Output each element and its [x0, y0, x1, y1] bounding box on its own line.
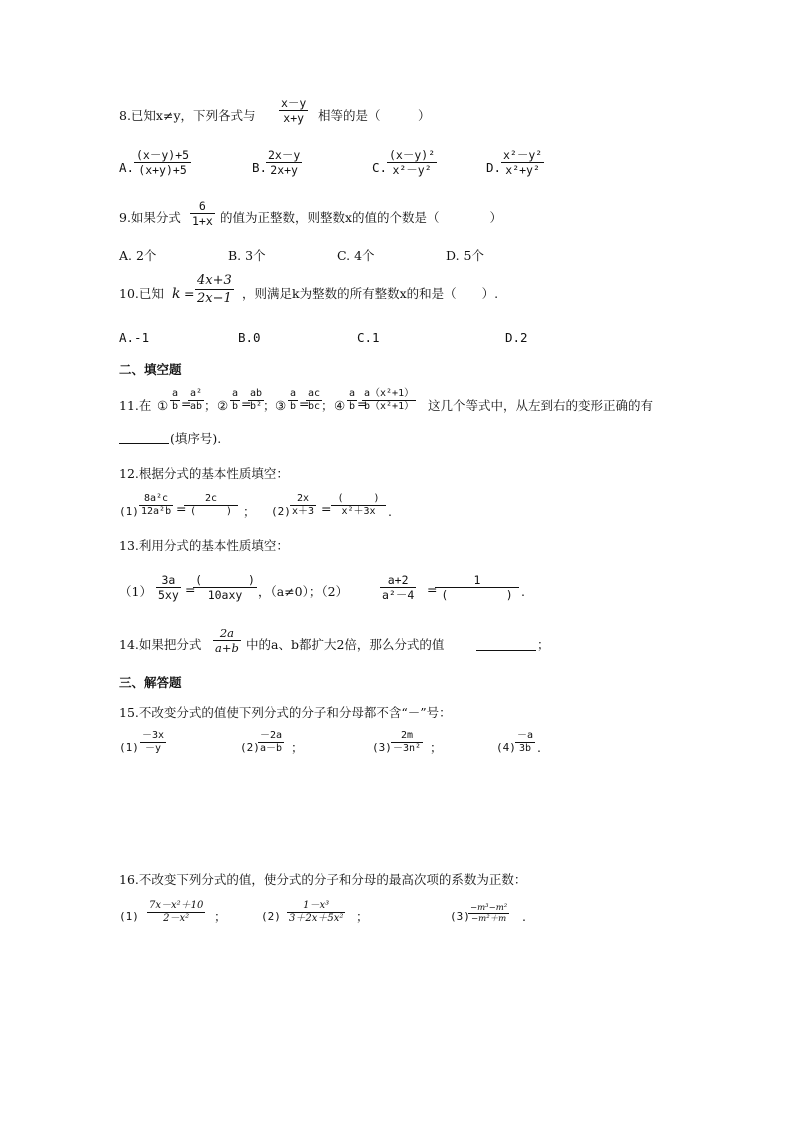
q16-item1-label: (1)	[119, 910, 139, 923]
q12-part1-label: (1)	[119, 505, 139, 518]
numerator: a（x²+1）	[364, 388, 415, 399]
numerator: a²	[190, 388, 203, 399]
numerator: 2c	[204, 493, 218, 504]
q13-part2-right	[435, 573, 519, 602]
q9-option-c: C. 4个	[337, 248, 375, 263]
q14-fraction	[213, 626, 241, 655]
q15-item2-label: (2)	[240, 741, 260, 754]
denominator: a²－4	[382, 588, 415, 602]
q16-item3-label: (3)	[450, 910, 470, 923]
q12-part1-left	[139, 493, 173, 518]
numerator: 1	[473, 573, 481, 587]
denominator: (x+y)+5	[138, 163, 187, 177]
q13-part1-right	[193, 573, 257, 602]
q12-part1-right	[184, 493, 238, 518]
denominator: －3n²	[393, 743, 422, 754]
q11-eq4-right	[362, 388, 416, 413]
denominator: 2x−1	[197, 291, 232, 306]
q8-option-b-fraction	[266, 148, 302, 177]
q11-eq3-left	[288, 388, 298, 413]
q16-item1-fraction	[147, 900, 205, 925]
q11-eq4-left	[347, 388, 357, 413]
denominator: 12a²b	[141, 506, 172, 517]
numerator: (x－y)²	[389, 148, 436, 162]
q13-mid: ，（a≠0）；（2）	[258, 584, 349, 599]
q12-part2-left	[290, 493, 316, 518]
q9-stem-a: 9.如果分式	[119, 210, 181, 225]
denominator: bc	[308, 401, 321, 412]
numerator: ac	[308, 388, 321, 399]
q13-stem: 13.利用分式的基本性质填空：	[119, 538, 289, 553]
denominator: b	[349, 401, 356, 412]
numerator: a	[349, 388, 356, 399]
q8-option-c-label: C.	[372, 160, 388, 175]
numerator: (x－y)+5	[136, 148, 190, 162]
q16-item2-fraction	[287, 900, 345, 925]
denominator: −m²＋m	[471, 914, 507, 924]
numerator: －3x	[142, 730, 165, 741]
denominator: x+y	[283, 111, 305, 125]
q14-end: ；	[537, 637, 550, 652]
numerator: 7x－x²＋10	[149, 900, 204, 911]
numerator: 2x	[297, 493, 310, 504]
q11-eq3-sign: =	[299, 396, 310, 411]
q11-eq3-right	[306, 388, 322, 413]
denominator: b	[172, 401, 179, 412]
denominator: x²－y²	[392, 163, 432, 177]
q13-part1-label: （1）	[119, 584, 152, 599]
q9-option-b: B. 3个	[228, 248, 266, 263]
q11-number: 11.在	[119, 398, 152, 413]
q8-option-d-label: D.	[486, 160, 502, 175]
q12-part1-eq: =	[176, 501, 187, 516]
q11-eq1-right	[188, 388, 204, 413]
numerator: 3a	[161, 573, 176, 587]
denominator: ( )	[189, 506, 233, 517]
q12-end: .	[388, 504, 392, 519]
q11-eq2-left	[230, 388, 240, 413]
q8-stem-b: 相等的是（ ）	[318, 108, 431, 123]
q12-stem: 12.根据分式的基本性质填空：	[119, 466, 289, 481]
denominator: －y	[145, 743, 162, 754]
q13-part2-eq: =	[427, 582, 438, 597]
denominator: b	[290, 401, 297, 412]
numerator: ( )	[337, 493, 380, 504]
denominator: 10axy	[207, 588, 243, 602]
q9-fraction	[190, 199, 215, 228]
numerator: a	[290, 388, 297, 399]
q8-option-b-label: B.	[252, 160, 268, 175]
numerator: －2a	[260, 730, 283, 741]
q15-item2-end: ；	[291, 740, 304, 755]
q14-stem-a: 14.如果把分式	[119, 637, 202, 652]
denominator: b（x²+1）	[364, 401, 415, 412]
section-heading-solutions: 三、解答题	[119, 675, 182, 690]
numerator: ( )	[195, 573, 255, 587]
q13-part2-left	[380, 573, 416, 602]
q10-option-c: C.1	[357, 330, 380, 345]
q13-part1-left	[156, 573, 181, 602]
denominator: 2－x²	[163, 913, 190, 924]
q15-item4-label: (4)	[496, 741, 516, 754]
q16-item3-end: .	[522, 909, 526, 924]
numerator: 6	[198, 199, 206, 213]
denominator: x²+y²	[505, 163, 540, 177]
q11-sep-2: ；	[263, 398, 276, 413]
q8-option-c-fraction	[387, 148, 437, 177]
denominator: ( )	[441, 588, 513, 602]
q15-item1-fraction	[140, 730, 166, 755]
q11-circle-1: ①	[157, 398, 169, 413]
numerator: 1－x³	[303, 900, 330, 911]
numerator: 2x－y	[268, 148, 301, 162]
q12-sep: ；	[243, 504, 256, 519]
q11-eq1-sign: =	[181, 396, 192, 411]
q11-circle-4: ④	[334, 398, 346, 413]
q15-item1-label: (1)	[119, 741, 139, 754]
q11-sep-1: ；	[204, 398, 217, 413]
denominator: x²＋3x	[341, 506, 376, 517]
numerator: 4x+3	[197, 273, 232, 288]
q8-stem-a: 8.已知x≠y，下列各式与	[119, 108, 256, 123]
q10-option-d: D.2	[505, 330, 528, 345]
q11-eq4-sign: =	[357, 396, 368, 411]
q9-option-d: D. 5个	[446, 248, 484, 263]
denominator: 3b	[518, 743, 532, 754]
q16-item1-end: ；	[214, 909, 227, 924]
denominator: a+b	[215, 641, 239, 655]
denominator: b	[232, 401, 239, 412]
q13-end: .	[521, 584, 525, 599]
numerator: x－y	[281, 96, 307, 110]
denominator: a－b	[260, 743, 283, 754]
q11-sep-3: ；	[321, 398, 334, 413]
q12-part2-label: (2)	[271, 505, 291, 518]
q15-item3-label: (3)	[372, 741, 392, 754]
numerator: −m³−m²	[470, 903, 508, 913]
q11-answer-blank[interactable]	[119, 431, 169, 444]
numerator: －a	[517, 730, 534, 741]
q11-line2: (填序号).	[170, 431, 222, 446]
q11-eq2-sign: =	[241, 396, 252, 411]
q16-item2-label: (2)	[261, 910, 281, 923]
q11-eq2-right	[248, 388, 264, 413]
q16-item3-fraction	[468, 903, 509, 924]
numerator: a	[172, 388, 179, 399]
denominator: 5xy	[158, 588, 179, 602]
q14-stem-b: 中的a、b都扩大2倍，那么分式的值	[246, 637, 445, 652]
q10-option-b: B.0	[238, 330, 261, 345]
q16-item2-end: ；	[356, 909, 369, 924]
q15-item2-fraction	[258, 730, 284, 755]
q11-circle-2: ②	[217, 398, 229, 413]
q8-option-d-fraction	[501, 148, 544, 177]
q16-stem: 16.不改变下列分式的值，使分式的分子和分母的最高次项的系数为正数：	[119, 872, 527, 887]
numerator: 2m	[401, 730, 414, 741]
q15-item4-end: .	[537, 740, 541, 755]
q15-stem: 15.不改变分式的值使下列分式的分子和分母都不含“－”号：	[119, 705, 452, 720]
q15-item4-fraction	[515, 730, 535, 755]
q10-stem-b: ，则满足k为整数的所有整数x的和是（ ）.	[242, 286, 499, 301]
denominator: 3＋2x＋5x²	[289, 913, 344, 924]
numerator: 2a	[219, 626, 235, 640]
q9-option-a: A. 2个	[119, 248, 157, 263]
q10-stem-a: 10.已知	[119, 286, 164, 301]
q12-part2-right	[331, 493, 386, 518]
q8-option-a-label: A.	[119, 160, 135, 175]
numerator: 8a²c	[144, 493, 169, 504]
q10-equals: =	[184, 286, 195, 301]
denominator: b²	[250, 401, 263, 412]
q15-item3-fraction	[391, 730, 423, 755]
q11-tail: 这几个等式中，从左到右的变形正确的有	[428, 398, 654, 413]
q10-k: k	[172, 286, 181, 302]
denominator: ab	[190, 401, 203, 412]
q11-circle-3: ③	[275, 398, 287, 413]
q8-fraction	[279, 96, 308, 125]
numerator: x²－y²	[503, 148, 543, 162]
numerator: a+2	[387, 573, 409, 587]
numerator: ab	[250, 388, 263, 399]
q10-fraction	[195, 272, 234, 307]
q8-option-a-fraction	[134, 148, 191, 177]
q11-eq1-left	[170, 388, 180, 413]
section-heading-fill-in: 二、填空题	[119, 362, 182, 377]
denominator: 1+x	[192, 214, 213, 228]
q15-item3-end: ；	[430, 740, 443, 755]
q14-answer-blank[interactable]	[476, 638, 536, 651]
numerator: a	[232, 388, 239, 399]
q9-stem-b: 的值为正整数，则整数x的值的个数是（ ）	[220, 210, 503, 225]
q13-part1-eq: =	[185, 582, 196, 597]
denominator: 2x+y	[270, 163, 298, 177]
denominator: x＋3	[292, 506, 315, 517]
q12-part2-eq: =	[321, 501, 332, 516]
q10-option-a: A.-1	[119, 330, 150, 345]
